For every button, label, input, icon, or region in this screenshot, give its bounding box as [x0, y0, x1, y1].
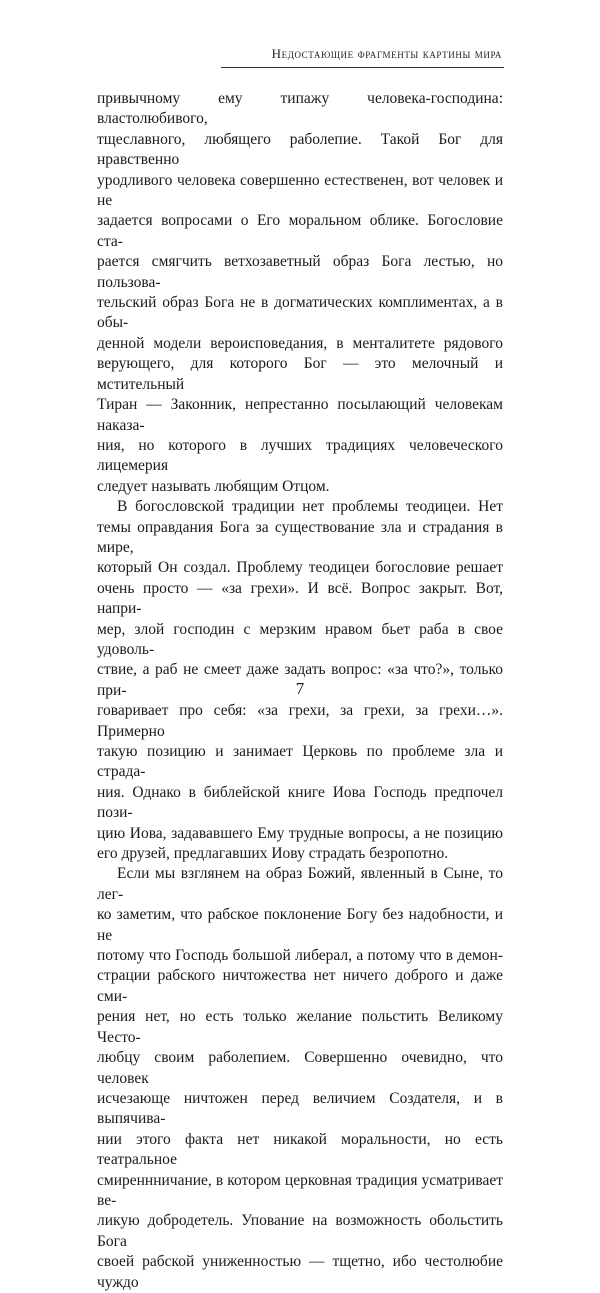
text-line: говаривает про себя: «за грехи, за грехи, за грехи…». Примерно: [97, 702, 503, 740]
text-line: его друзей, предлагавших Иову страдать безропотно.: [97, 845, 449, 863]
text-line: мер, злой господин с мерзким нравом бьет раба в свое удоволь-: [97, 620, 503, 658]
text-line: страции рабского ничтожества нет ничего доброго и даже сми-: [97, 967, 503, 1005]
text-line: денной модели вероисповедания, в менталитете рядового: [97, 334, 503, 352]
text-line: исчезающе ничтожен перед величием Создателя, и в выпячива-: [97, 1089, 503, 1128]
text-line: ния. Однако в библейской книге Иова Господь предпочел пози-: [97, 783, 503, 822]
text-line: нии этого факта нет никакой моральности, но есть театральное: [97, 1130, 503, 1169]
text-line: верующего, для которого Бог — это мелочный и мстительный: [97, 355, 503, 393]
text-line: Тиран — Законник, непрестанно посылающий человекам наказа-: [97, 396, 503, 434]
text-line: Если мы взглянем на образ Божий, явленный в Сыне, то лег-: [97, 865, 503, 903]
text-line: ствие, а раб не смеет даже задать вопрос: «за что?», только при-: [97, 661, 503, 699]
text-line: который Он создал. Проблему теодицеи богословие решает: [97, 559, 503, 577]
header-rule: [221, 67, 504, 68]
text-line: цию Иова, задававшего Ему трудные вопросы, а не позицию: [97, 824, 503, 842]
page-number: 7: [295, 679, 305, 698]
text-line: тщеславного, любящего раболепие. Такой Бог для нравственно: [97, 130, 503, 169]
text-line: уродливого человека совершенно естественен, вот человек и не: [97, 171, 503, 210]
text-line: своей рабской униженностью — тщетно, ибо честолюбие чуждо: [97, 1253, 503, 1291]
text-line: потому что Господь большой либерал, а потому что в демон-: [97, 947, 503, 965]
text-line: привычному ему типажу человека-господина: властолюбивого,: [97, 90, 503, 128]
text-line: любцу своим раболепием. Совершенно очевидно, что человек: [97, 1049, 503, 1087]
text-line: ликую добродетель. Упование на возможность обольстить Бога: [97, 1212, 503, 1250]
text-line: следует называть любящим Отцом.: [97, 477, 330, 495]
text-line: рается смягчить ветхозаветный образ Бога лестью, но пользова-: [97, 253, 503, 291]
text-line: темы оправдания Бога за существование зла и страдания в мире,: [97, 518, 503, 556]
running-title: Недостающие фрагменты картины мира: [271, 46, 502, 61]
text-line: ния, но которого в лучших традициях человеческого лицемерия: [97, 436, 503, 475]
text-line: тельский образ Бога не в догматических комплиментах, а в обы-: [97, 294, 503, 332]
text-line: очень просто — «за грехи». И всё. Вопрос закрыт. Вот, напри-: [97, 579, 503, 618]
text-line: В богословской традиции нет проблемы теодицеи. Нет: [117, 498, 503, 516]
text-line: такую позицию и занимает Церковь по проблеме зла и страда-: [97, 743, 503, 781]
text-line: рения нет, но есть только желание польстить Великому Често-: [97, 1008, 503, 1046]
text-line: смиреннничание, в котором церковная традиция усматривает ве-: [97, 1171, 503, 1209]
text-line: ко заметим, что рабское поклонение Богу без надобности, и не: [97, 906, 503, 944]
text-line: задается вопросами о Его моральном облике. Богословие ста-: [97, 212, 503, 250]
